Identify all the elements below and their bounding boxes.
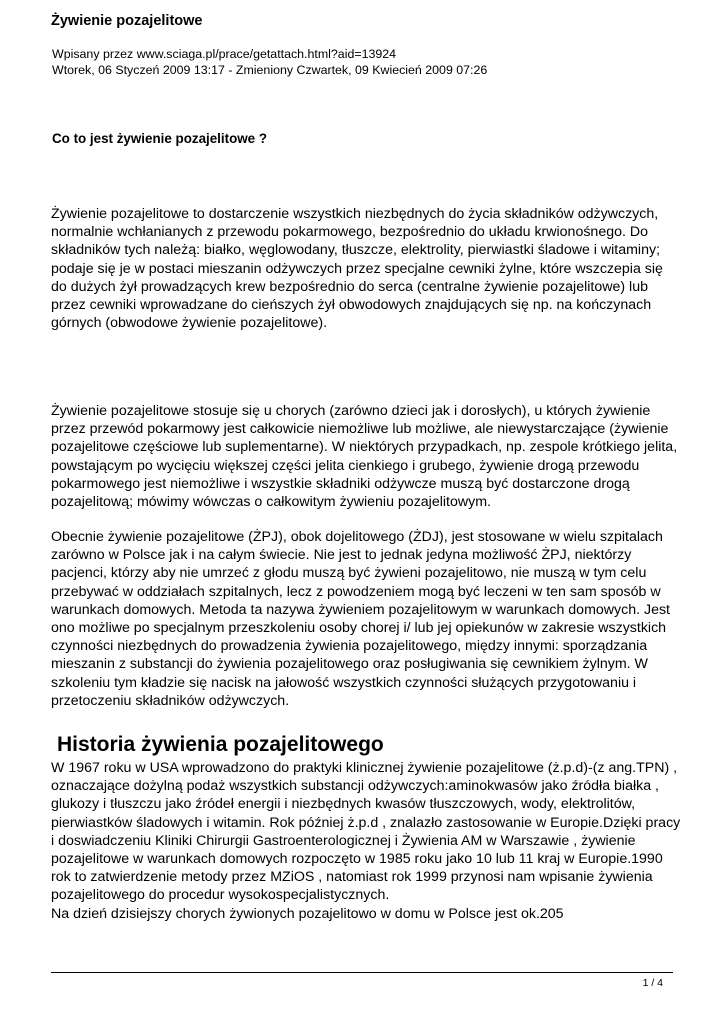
page-number: 1 / 4 bbox=[642, 977, 663, 989]
question-heading: Co to jest żywienie pozajelitowe ? bbox=[52, 131, 268, 146]
history-heading: Historia żywienia pozajelitowego bbox=[57, 733, 384, 756]
author-source-line: Wpisany przez www.sciaga.pl/prace/getattach.html?aid=13924 bbox=[52, 47, 397, 61]
paragraph-indications: Żywienie pozajelitowe stosuje się u chorych (zarówno dzieci jak i dorosłych), u których żywienie przez przewód pokarmowy jest całkowicie niemożliwe lub możliwe, ale niewystarczające (żywienie pozajelitowe częściowe lub suplementarne). W niektórych przypadkach, np. zespole krótkiego jelita, powstającym po wycięciu większej części jelita cienkiego i grubego, żywienie drogą przewodu pokarmowego jest niemożliwe i wszystkie składniki odżywcze muszą być dostarczone drogą pozajelitową; mówimy wówczas o całkowitym żywieniu pozajelitowym. bbox=[51, 403, 678, 511]
date-line: Wtorek, 06 Styczeń 2009 13:17 - Zmieniony Czwartek, 09 Kwiecień 2009 07:26 bbox=[52, 63, 488, 77]
page-title: Żywienie pozajelitowe bbox=[51, 13, 203, 29]
paragraph-current-stats: Na dzień dzisiejszy chorych żywionych pozajelitowo w domu w Polsce jest ok.205 bbox=[51, 906, 564, 922]
paragraph-definition: Żywienie pozajelitowe to dostarczenie wszystkich niezbędnych do życia składników odżywczych, normalnie wchłanianych z przewodu pokarmowego, bezpośrednio do układu krwionośnego. Do składników tych należą: białko, węglowodany, tłuszcze, elektrolity, pierwiastki śladowe i witaminy; podaje się je w postaci mieszanin odżywczych przez specjalne cewniki żylne, które wszczepia się do dużych żył prowadzących krew bezpośrednio do serca (centralne żywienie pozajelitowe) lub przez cewniki wprowadzane do cieńszych żył obwodowych znajdujących się np. na kończynach górnych (obwodowe żywienie pozajelitowe). bbox=[51, 206, 663, 332]
footer-divider bbox=[51, 972, 673, 973]
document-meta bbox=[52, 46, 487, 78]
paragraph-home-nutrition: Obecnie żywienie pozajelitowe (ŻPJ), obok dojelitowego (ŻDJ), jest stosowane w wielu szpitalach zarówno w Polsce jak i na całym świecie. Nie jest to jednak jedyna możliwość ŻPJ, niektórzy pacjenci, którzy aby nie umrzeć z głodu muszą być żywieni pozajelitowo, nie muszą w tym celu przebywać w oddziałach szpitalnych, lecz z powodzeniem mogą być leczeni w ten sam sposób w warunkach domowych. Metoda ta nazywa żywieniem pozajelitowym w warunkach domowych. Jest ono możliwe po specjalnym przeszkoleniu osoby chorej i/ lub jej opiekunów w zakresie wszystkich czynności niezbędnych do prowadzenia żywienia pozajelitowego, między innymi: sporządzania mieszanin z substancji do żywienia pozajelitowego oraz posługiwania się cewnikiem żylnym. W szkoleniu tym kładzie się nacisk na jałowość wszystkich czynności służących przygotowaniu i przetoczeniu składników odżywczych. bbox=[51, 529, 670, 709]
paragraph-history: W 1967 roku w USA wprowadzono do praktyki klinicznej żywienie pozajelitowe (ż.p.d)-(z ang.TPN) , oznaczające dożylną podaż wszystkich substancji odżywczych:aminokwasów jako źródła białka , glukozy i tłuszczu jako źródeł energii i niezbędnych kwasów tłuszczowych, wody, elektrolitów, pierwiastków śladowych i witamin. Rok później ż.p.d , znalazło zastosowanie w Europie.Dzięki pracy i doswiadczeniu Kliniki Chirurgii Gastroenterologicznej i Żywienia AM w Warszawie , żywienie pozajelitowe w warunkach domowych rozpoczęto w 1985 roku jako 10 lub 11 kraj w Europie.1990 rok to zatwierdzenie metody przez MZiOS , natomiast rok 1999 przynosi nam wpisanie żywienia pozajelitowego do procedur wysokospecjalistycznych. bbox=[51, 760, 681, 904]
